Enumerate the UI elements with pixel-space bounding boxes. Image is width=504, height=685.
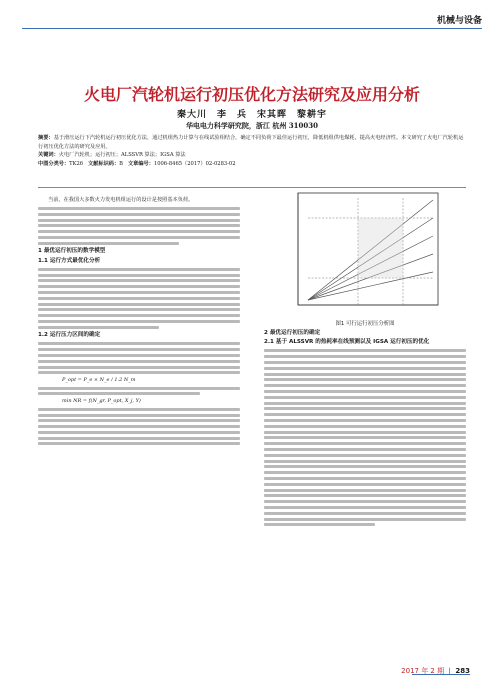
text-line [38,360,240,363]
text-line [264,373,466,376]
right-column [264,328,466,529]
text-line [38,326,159,329]
section-tag: 机械与设备 [436,16,482,26]
page-footer: 2017 年 2 期 | 283 [401,667,470,675]
text-line [264,506,466,509]
figure-caption: 图1 可行运行初压分析图 [335,321,395,327]
text-line [38,242,179,245]
text-line [38,437,240,440]
issue-date: 2017 年 2 期 [401,667,445,675]
equation-2: min NR = f(N_gr, P_opt, X_j, Y) [62,397,141,404]
footer-rule [412,674,470,675]
doc-value: B [119,160,123,167]
text-line [38,320,240,323]
text-line [264,460,466,463]
text-line [38,236,240,239]
text-line [264,454,466,457]
text-line [264,355,466,358]
keywords-line [38,151,466,160]
text-line [264,448,466,451]
paper-title: 火电厂汽轮机运行初压优化方法研究及应用分析 [83,85,420,104]
text-line [38,268,240,271]
text-line [264,494,466,497]
text-line [38,354,240,357]
text-line [38,291,240,294]
text-line [38,408,240,411]
text-line [264,436,466,439]
text-line [38,224,240,227]
cls-value: TK26 [69,160,84,167]
text-line [264,471,466,474]
text-line [264,465,466,468]
abstract-label: 摘要： [38,135,54,141]
section-heading-1: 1 最优运行初压的数学模型 [38,248,106,255]
text-line [38,342,240,345]
text-line [264,402,466,405]
text-line [264,425,466,428]
article-value: 1006-8465（2017）02-0283-02 [153,160,236,167]
text-line [264,367,466,370]
text-line [38,387,240,390]
text-line [38,303,240,306]
text-line [38,274,240,277]
keywords-label: 关键词： [38,152,59,158]
text-line [38,414,240,417]
text-line [264,413,466,416]
text-line [38,348,240,351]
intro-paragraph: 当前，在我国大多数火力发电机组运行的设计是按照基本负荷。 [48,197,194,203]
text-line [38,207,240,210]
page-number: 283 [455,667,470,675]
left-column [38,196,240,448]
cls-label: 中图分类号： [38,160,70,167]
abstract-block [38,134,466,168]
text-line [38,219,240,222]
text-line [264,384,466,387]
text-line [264,518,466,521]
text-line [264,483,466,486]
text-line [38,230,240,233]
text-line [264,442,466,445]
text-line [264,489,466,492]
feasible-initial-pressure-figure [288,188,448,318]
text-line [264,477,466,480]
keywords: 火电厂汽轮机；运行初压；ALSSVR 算法；IGSA 算法 [58,152,186,158]
text-line [264,390,466,393]
equation-1: P_opt = P_e × N_e / 1.2 N_m [62,376,136,383]
feasible-region [358,218,403,278]
text-line [264,396,466,399]
text-line [38,425,240,428]
affiliation: 华电电力科学研究院，浙江 杭州 310030 [185,121,319,130]
text-line [38,308,240,311]
text-line [264,431,466,434]
classification-line [38,160,466,169]
text-line [38,392,200,395]
text-line [264,349,466,352]
subsection-heading-2-1: 2.1 基于 ALSSVR 的热耗率在线预测以及 IGSA 运行初压的优化 [264,339,430,346]
text-line [38,371,240,374]
authors: 秦大川 李 兵 宋其晖 黎耕宇 [176,110,327,120]
text-line [264,419,466,422]
text-line [38,213,240,216]
text-line [38,419,240,422]
section-heading-2: 2 最优运行初压的确定 [264,330,321,336]
text-line [264,361,466,364]
doc-label: 文献标识码： [88,160,120,167]
text-line [264,407,466,410]
abstract-text [38,134,466,151]
text-line [264,512,466,515]
text-line [264,378,466,381]
text-line [38,442,240,445]
header-rule [22,28,482,29]
article-label: 文章编号： [127,160,154,167]
text-line [38,297,240,300]
abstract-body: 基于滑压运行下汽轮机运行初压优化方法，通过机组热力计算与在线试验相结合，确定不同负荷下最佳运行初压，降低机组供电煤耗，提高火电经济性。本文研究了火电厂汽轮机运行初压优化方法的研究及应用。 [38,135,464,150]
text-line [38,314,240,317]
text-line [38,285,240,288]
text-line [38,431,240,434]
text-line [38,279,240,282]
text-line [264,523,375,526]
subsection-heading-1-2: 1.2 运行压力区间的确定 [38,332,101,339]
text-line [38,366,240,369]
text-line [264,500,466,503]
subsection-heading-1-1: 1.1 运行方式最优化分析 [38,257,101,264]
